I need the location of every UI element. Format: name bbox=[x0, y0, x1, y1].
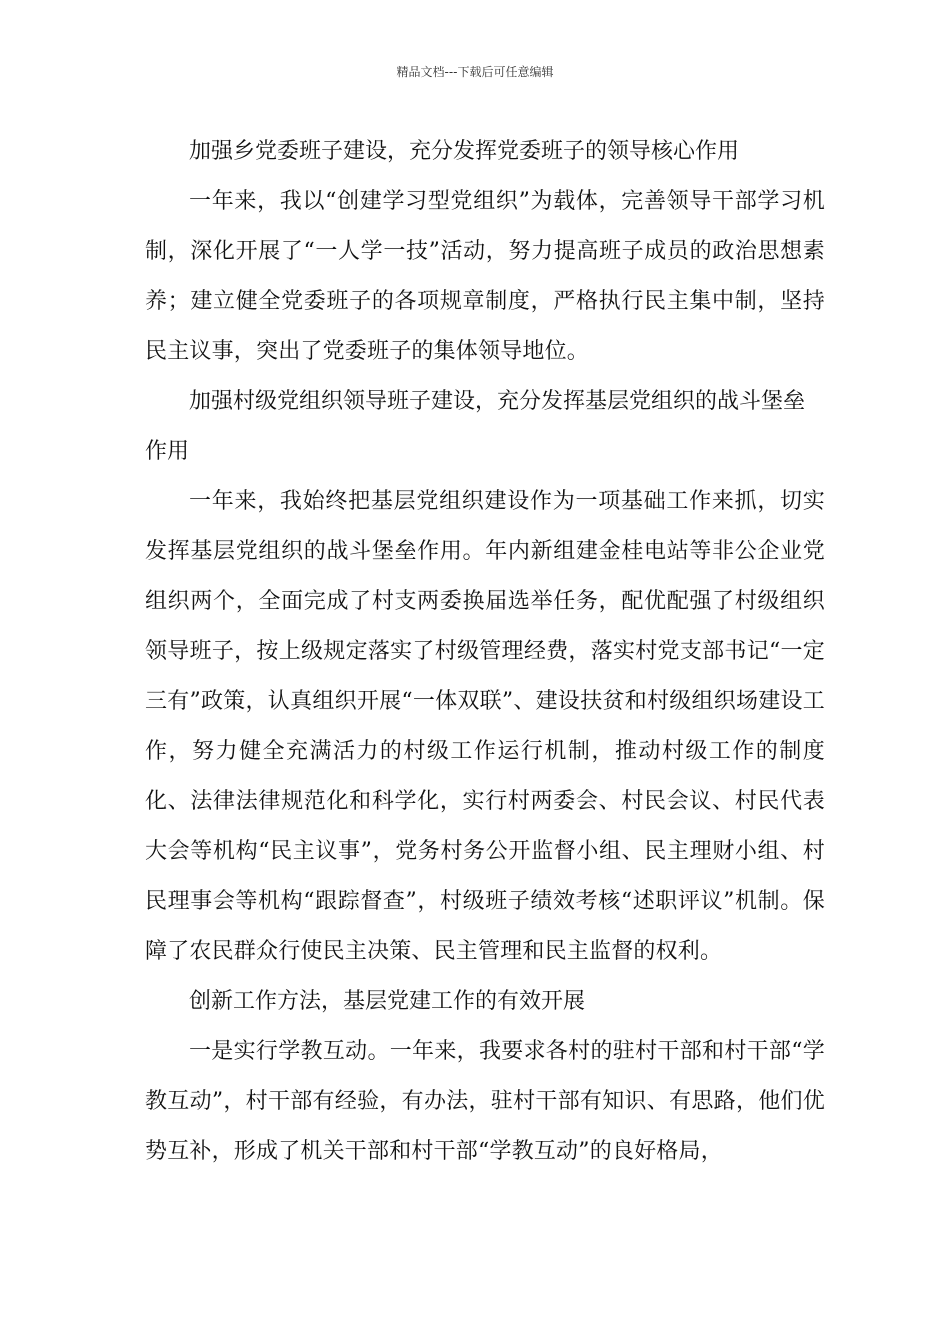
section-heading-1: 加强乡党委班子建设，充分发挥党委班子的领导核心作用 bbox=[189, 139, 740, 164]
section-heading-2: 加强村级党组织领导班子建设，充分发挥基层党组织的战斗堡垒作用 bbox=[145, 389, 806, 464]
paragraph-2: 一年来，我始终把基层党组织建设作为一项基础工作来抓，切实发挥基层党组织的战斗堡垒作用。年内新组建金桂电站等非公企业党组织两个，全面完成了村支两委换届选举任务，配优配强了村级组织领导班子，按上级规定落实了村级管理经费，落实村党支部书记“一定三有”政策，认真组织开展“一体双联”、建设扶贫和村级组织场建设工作，努力健全充满活力的村级工作运行机制，推动村级工作的制度化、法律法律规范化和科学化，实行村两委会、村民会议、村民代表大会等机构“民主议事”，党务村务公开监督小组、民主理财小组、村民理事会等机构“跟踪督查”，村级班子绩效考核“述职评议”机制。保障了农民群众行使民主决策、民主管理和民主监督的权利。 bbox=[145, 489, 825, 964]
paragraph-3: 一是实行学教互动。一年来，我要求各村的驻村干部和村干部“学教互动”，村干部有经验，有办法，驻村干部有知识、有思路，他们优势互补，形成了机关干部和村干部“学教互动”的良好格局， bbox=[145, 1039, 825, 1164]
page-header: 精品文档---下载后可任意编辑 bbox=[396, 65, 554, 79]
section-heading-3: 创新工作方法，基层党建工作的有效开展 bbox=[189, 989, 586, 1014]
paragraph-1: 一年来，我以“创建学习型党组织”为载体，完善领导干部学习机制，深化开展了“一人学一技”活动，努力提高班子成员的政治思想素养；建立健全党委班子的各项规章制度，严格执行民主集中制，坚持民主议事，突出了党委班子的集体领导地位。 bbox=[145, 189, 825, 364]
document-body bbox=[145, 127, 825, 1177]
